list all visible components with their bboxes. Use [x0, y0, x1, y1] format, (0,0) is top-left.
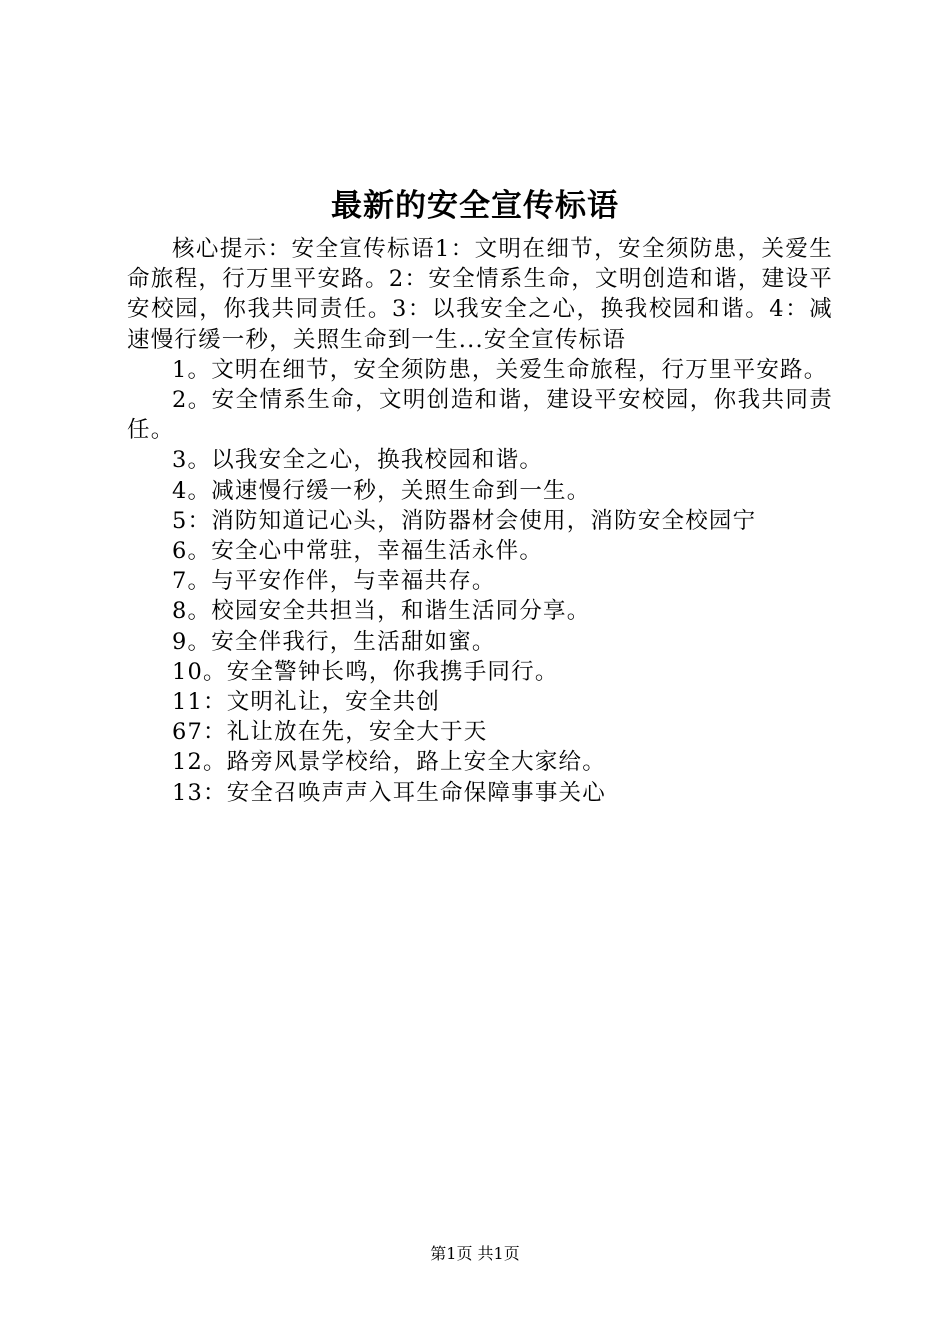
slogan-item: 67：礼让放在先，安全大于天: [172, 719, 488, 746]
slogan-item: 4。减速慢行缓一秒，关照生命到一生。: [172, 477, 591, 504]
slogan-item: 10。安全警钟长鸣，你我携手同行。: [172, 658, 559, 685]
slogan-item: 8。校园安全共担当，和谐生活同分享。: [172, 598, 591, 625]
slogan-item: 3。以我安全之心，换我校园和谐。: [172, 447, 544, 474]
core-tip-paragraph: 核心提示：安全宣传标语1：文明在细节，安全须防患，关爱生命旅程，行万里平安路。2：安全情系生命，文明创造和谐，建设平安校园，你我共同责任。3：以我安全之心，换我校园和谐。4：减速慢行缓一秒，关照生命到一生...安全宣传标语: [127, 236, 833, 353]
slogan-item: 9。安全伴我行，生活甜如蜜。: [172, 628, 496, 655]
slogan-item: 13：安全召唤声声入耳生命保障事事关心: [172, 779, 606, 806]
document-body: [127, 234, 833, 808]
slogan-item: 2。安全情系生命，文明创造和谐，建设平安校园，你我共同责任。: [127, 387, 833, 444]
slogan-item: 12。路旁风景学校给，路上安全大家给。: [172, 749, 606, 776]
slogan-item: 6。安全心中常驻，幸福生活永伴。: [172, 538, 544, 565]
slogan-item: 7。与平安作伴，与幸福共存。: [172, 568, 496, 595]
page-footer: 第1页 共1页: [430, 1244, 520, 1263]
slogan-item: 1。文明在细节，安全须防患，关爱生命旅程，行万里平安路。: [172, 356, 828, 383]
slogan-item: 5：消防知道记心头，消防器材会使用，消防安全校园宁: [172, 507, 757, 534]
document-title: 最新的安全宣传标语: [331, 188, 619, 224]
slogan-item: 11：文明礼让，安全共创: [172, 689, 441, 716]
